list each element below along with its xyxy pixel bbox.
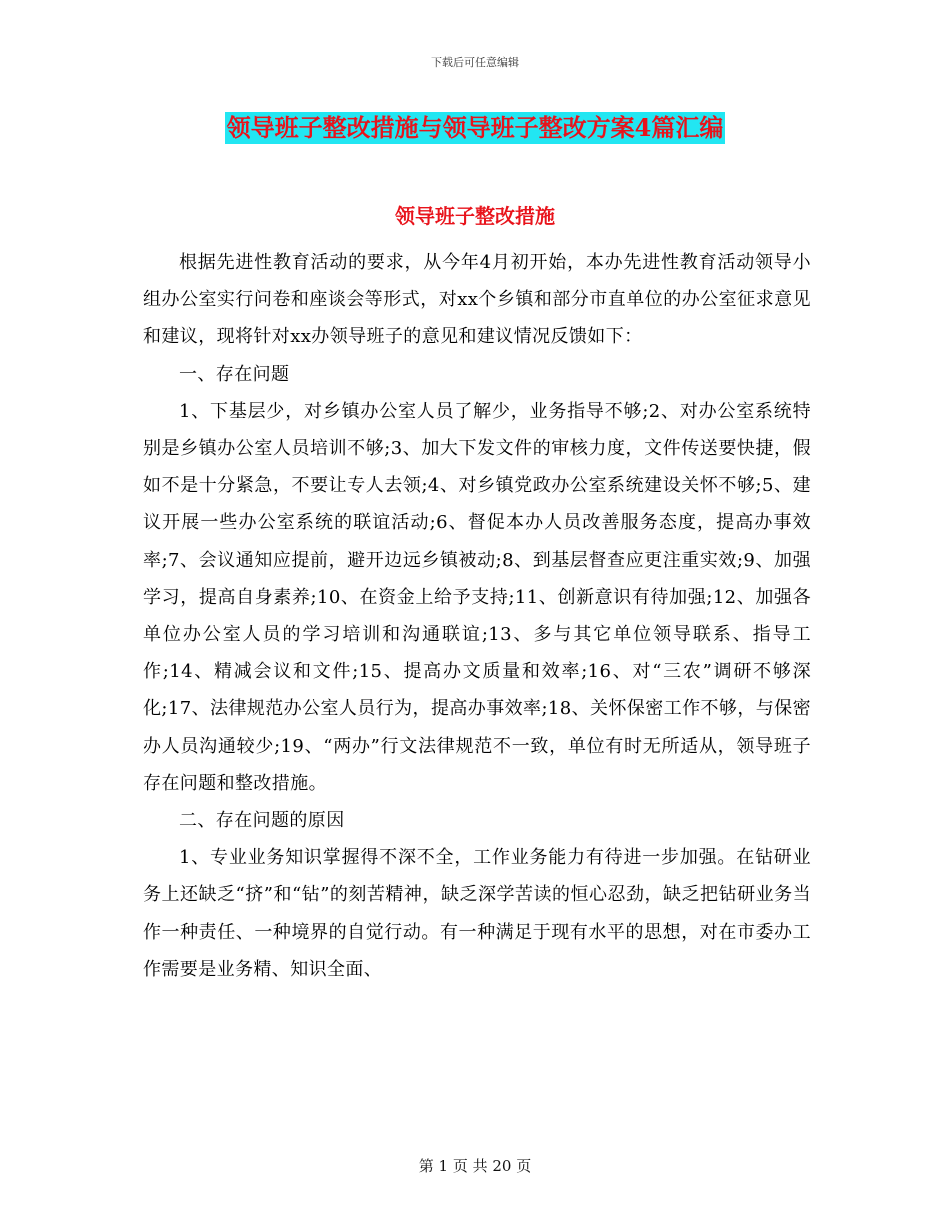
document-title: 领导班子整改措施与领导班子整改方案4篇汇编 bbox=[226, 113, 724, 142]
header-note: 下载后可任意编辑 bbox=[431, 56, 519, 69]
heading-causes: 二、存在问题的原因 bbox=[179, 810, 345, 832]
paragraph-causes: 1、专业业务知识掌握得不深不全，工作业务能力有待进一步加强。在钻研业务上还缺乏“挤”和“钻”的刻苦精神，缺乏深学苦读的恒心忍劲，缺乏把钻研业务当作一种责任、一种境界的自觉行动。有一种满足于现有水平的思想，对在市委办工作需要是业务精、知识全面、 bbox=[143, 847, 811, 980]
paragraph-intro: 根据先进性教育活动的要求，从今年4月初开始，本办先进性教育活动领导小组办公室实行问卷和座谈会等形式，对xx个乡镇和部分市直单位的办公室征求意见和建议，现将针对xx办领导班子的意见和建议情况反馈如下： bbox=[143, 252, 811, 348]
main-title-container bbox=[0, 112, 950, 144]
heading-problems: 一、存在问题 bbox=[179, 363, 290, 385]
section-title: 领导班子整改措施 bbox=[395, 204, 555, 228]
paragraph-problems-list: 1、下基层少，对乡镇办公室人员了解少，业务指导不够;2、对办公室系统特别是乡镇办公室人员培训不够;3、加大下发文件的审核力度，文件传送要快捷，假如不是十分紧急，不要让专人去领;4、对乡镇党政办公室系统建设关怀不够;5、建议开展一些办公室系统的联谊活动;6、督促本办人员改善服务态度，提高办事效率;7、会议通知应提前，避开边远乡镇被动;8、到基层督查应更注重实效;9、加强学习，提高自身素养;10、在资金上给予支持;11、创新意识有待加强;12、加强各单位办公室人员的学习培训和沟通联谊;13、多与其它单位领导联系、指导工作;14、精减会议和文件;15、提高办文质量和效率;16、对“三农”调研不够深化;17、法律规范办公室人员行为，提高办事效率;18、关怀保密工作不够，与保密办人员沟通较少;19、“两办”行文法律规范不一致，单位有时无所适从，领导班子存在问题和整改措施。 bbox=[143, 400, 811, 794]
document-body bbox=[143, 244, 811, 988]
page-footer: 第 1 页 共 20 页 bbox=[418, 1157, 532, 1175]
